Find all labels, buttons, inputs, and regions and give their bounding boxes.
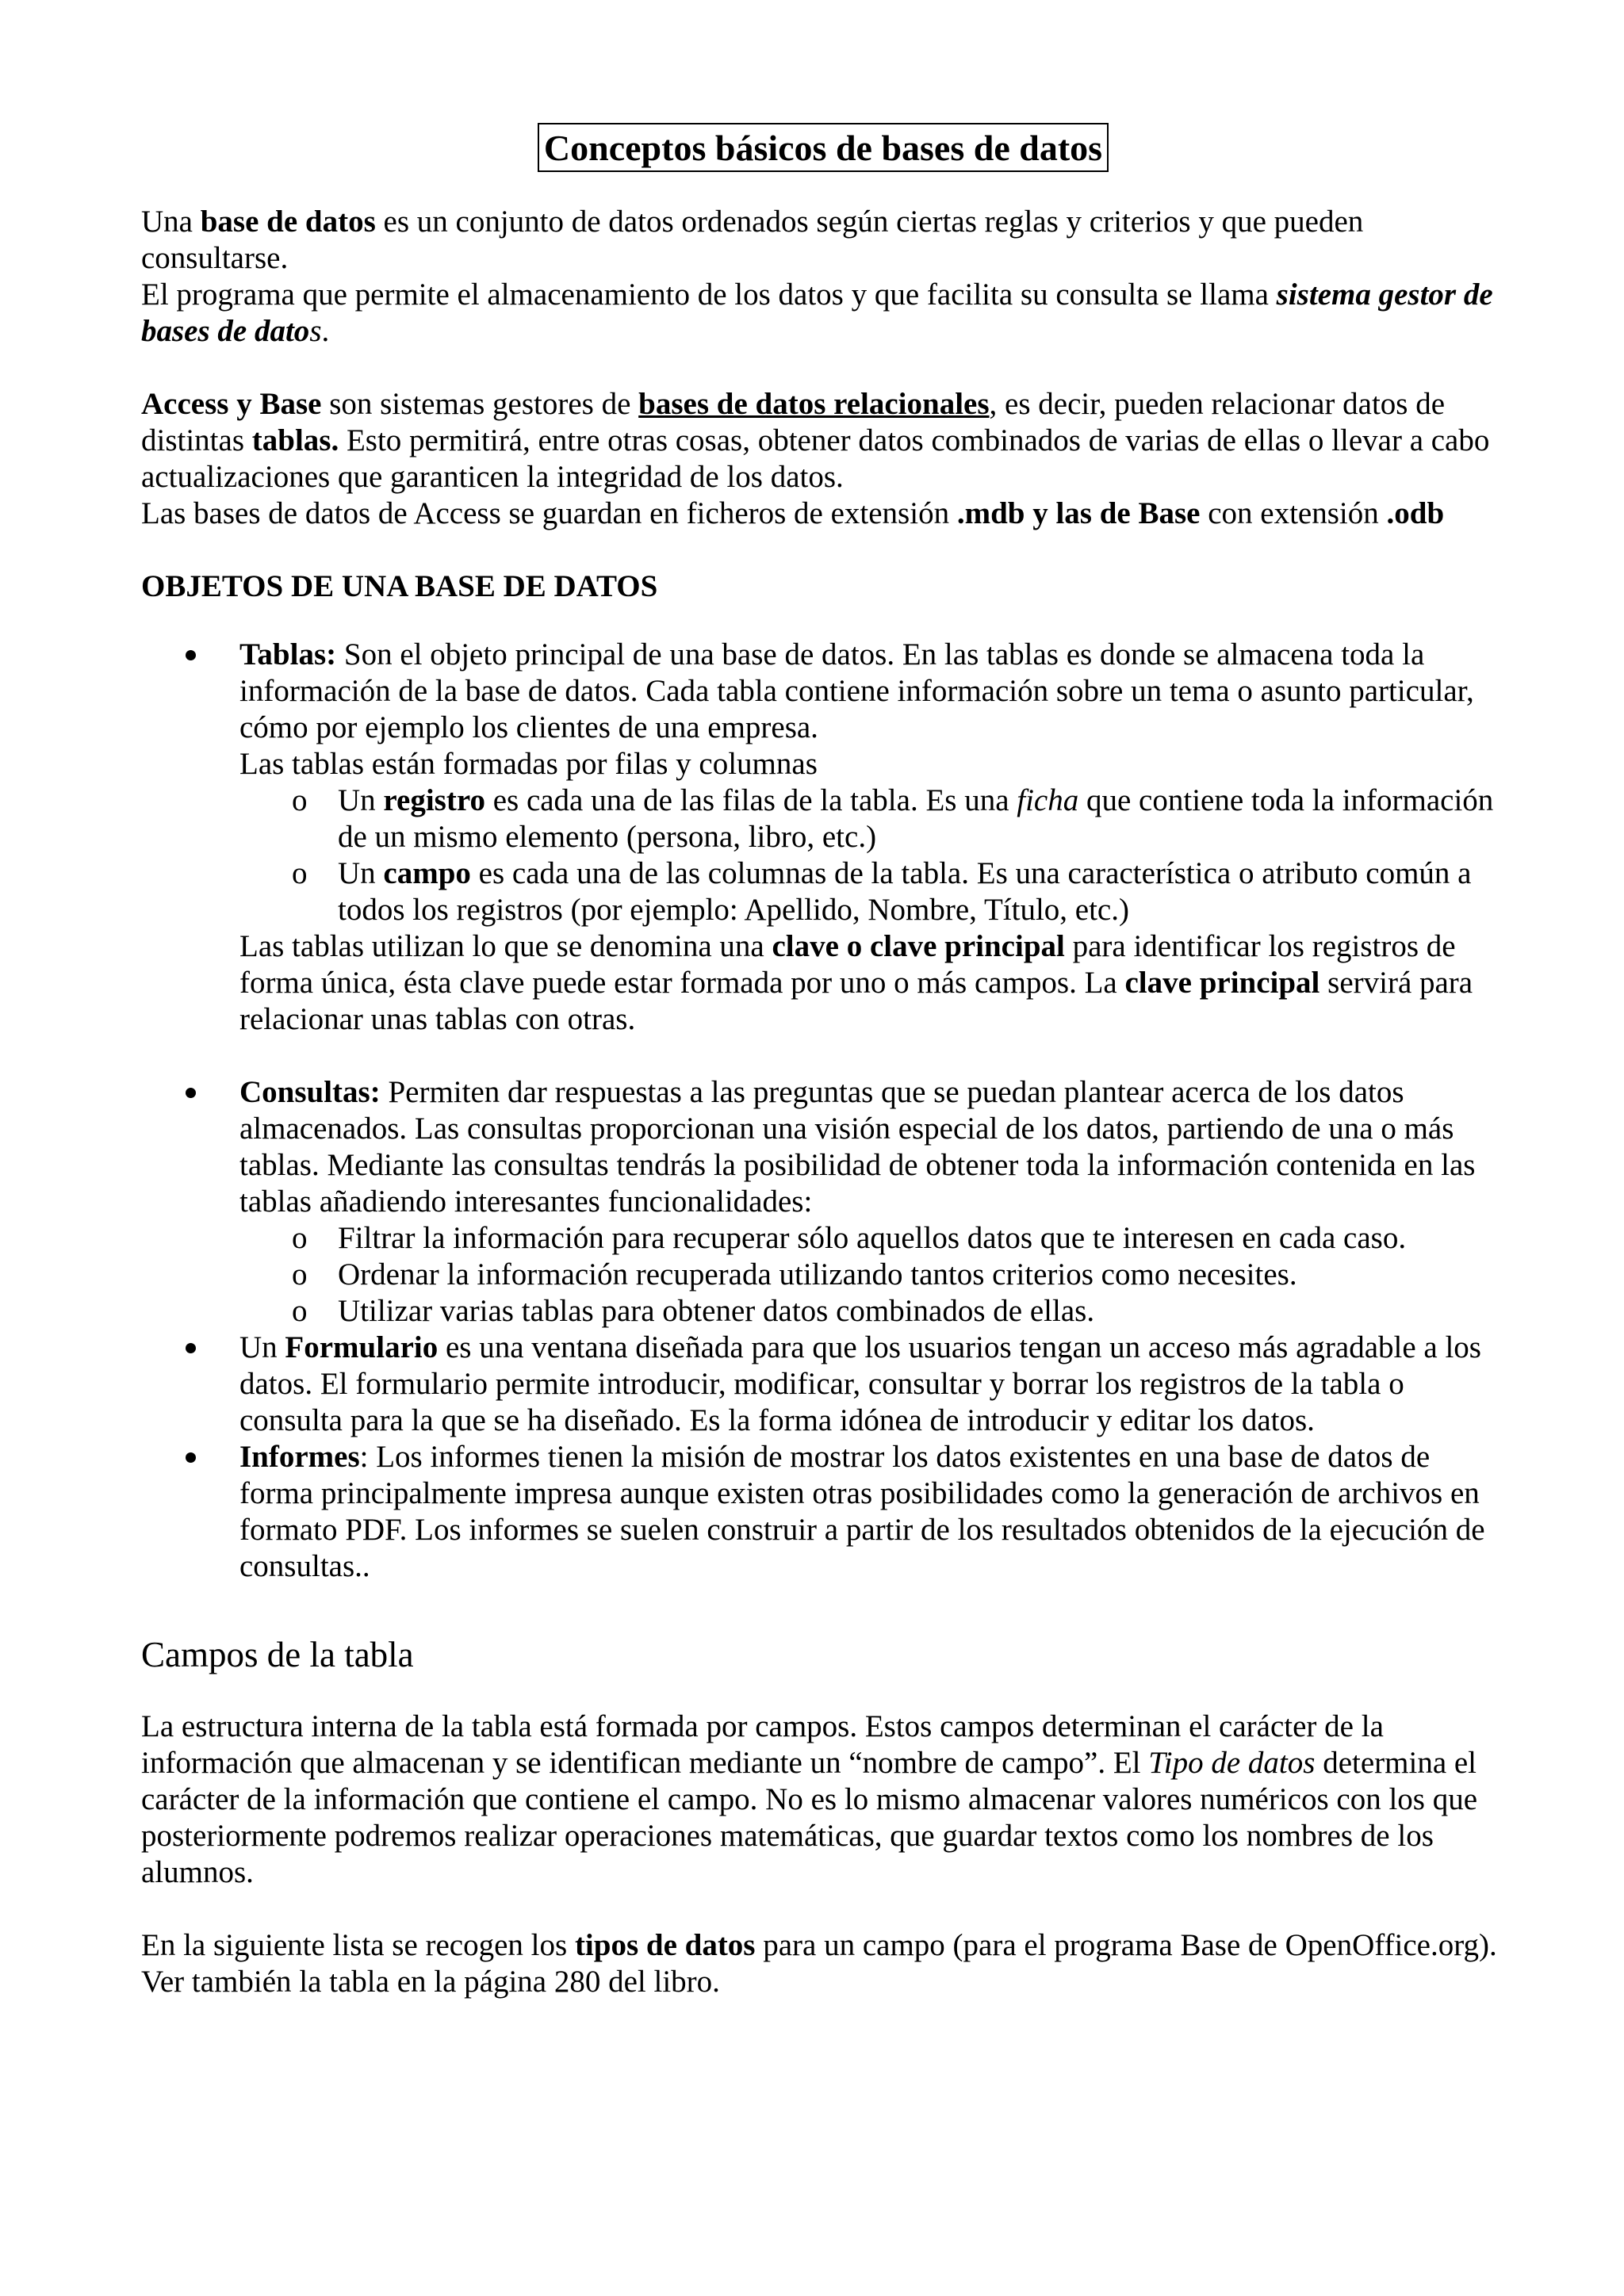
bold-term: Access y Base [141, 387, 322, 421]
list-item-formulario [141, 1330, 1505, 1439]
text-run: servirá para relacionar unas tablas con otras. [239, 966, 1473, 1036]
text-run: Un [338, 783, 384, 817]
objects-heading: OBJETOS DE UNA BASE DE DATOS [141, 569, 658, 603]
circle-bullet-icon: o [292, 1294, 308, 1328]
bold-term: clave principal [1124, 966, 1320, 1000]
text-run: para un campo (para el programa Base de OpenOffice.org). Ver también la tabla en la página 280 del libro. [141, 1928, 1497, 1999]
sublist-text: Ordenar la información recuperada utilizando tantos criterios como necesites. [338, 1257, 1297, 1292]
text-run: que contiene toda la información de un mismo elemento (persona, libro, etc.) [338, 783, 1494, 854]
bold-term: base de datos [200, 205, 376, 239]
document-title: Conceptos básicos de bases de datos [538, 123, 1109, 172]
bold-term: registro [383, 783, 485, 817]
bold-term: clave o clave principal [772, 929, 1065, 963]
campos-paragraph-2 [141, 1927, 1505, 2000]
sublist-text: Filtrar la información para recuperar sólo aquellos datos que te interesen en cada caso. [338, 1221, 1407, 1255]
item-text: : Los informes tienen la misión de mostrar los datos existentes en una base de datos de forma principalmente impresa aunque existen otras posibilidades como la generación de archivos en formato PDF. Los informes se suelen construir a partir de los resultados obtenidos de la ejecución de consultas.. [239, 1440, 1485, 1583]
spacer [141, 532, 1505, 568]
sublist-item [239, 1293, 1505, 1330]
item-label: Formulario [285, 1330, 439, 1364]
item-label: Informes [239, 1440, 360, 1474]
campos-heading: Campos de la tabla [141, 1635, 414, 1674]
text-run: Las tablas utilizan lo que se denomina una [239, 929, 772, 963]
bullet-icon [186, 650, 196, 660]
bold-term: tipos de datos [574, 1928, 756, 1962]
spacer [239, 1038, 1505, 1074]
spacer [141, 1891, 1505, 1927]
sublist-text: Utilizar varias tablas para obtener datos combinados de ellas. [338, 1294, 1095, 1328]
circle-bullet-icon: o [292, 783, 308, 817]
intro-paragraph-1 [141, 204, 1505, 277]
bullet-icon [186, 1343, 196, 1353]
text-run: Un [338, 856, 384, 890]
document-content [141, 123, 1505, 2000]
list-item-consultas [141, 1074, 1505, 1330]
text-run: son sistemas gestores de [321, 387, 639, 421]
list-item-tablas [141, 637, 1505, 1074]
italic-term: Tipo de datos [1148, 1746, 1316, 1780]
objects-list [141, 637, 1505, 1585]
italic-term: ficha [1017, 783, 1079, 817]
item-label: Consultas: [239, 1075, 381, 1109]
text-run: Las bases de datos de Access se guardan en ficheros de extensión [141, 496, 957, 530]
text-run: Esto permitirá, entre otras cosas, obtener datos combinados de varias de ellas o llevar a cabo actualizaciones que garanticen la integridad de los datos. [141, 423, 1490, 494]
bold-underlined-term [638, 387, 989, 421]
bold-term: campo [383, 856, 471, 890]
sublist-item [239, 855, 1505, 928]
sublist-item [239, 1257, 1505, 1293]
text-run: para identificar los registros de forma única, ésta clave puede estar formada por uno o más campos. La [239, 929, 1456, 1000]
circle-bullet-icon: o [292, 1221, 308, 1255]
list-item-informes [141, 1439, 1505, 1585]
circle-bullet-icon: o [292, 1257, 308, 1292]
text-run: . [321, 314, 330, 348]
text-run: En la siguiente lista se recogen los [141, 1928, 575, 1962]
text-run: Una [141, 205, 201, 239]
bullet-icon [186, 1088, 196, 1098]
item-text: Son el objeto principal de una base de datos. En las tablas es donde se almacena toda la información de la base de datos. Cada tabla contiene información sobre un tema o asunto particular, cómo por ejemplo los clientes de una empresa. [239, 637, 1474, 744]
title-container [141, 123, 1505, 172]
italic-run: s [309, 314, 322, 348]
text-run: es un conjunto de datos ordenados según ciertas reglas y criterios y que pueden consultarse. [141, 205, 1364, 275]
circle-bullet-icon: o [292, 856, 308, 890]
bold-term: .odb [1386, 496, 1445, 530]
sublist-item [239, 1220, 1505, 1257]
underlined-run: bases de datos relacionales [638, 387, 990, 421]
text-run: , es decir, pueden relacionar datos de distintas [141, 387, 1446, 457]
intro-paragraph-4 [141, 496, 1505, 532]
text-run: determina el carácter de la información que contiene el campo. No es lo mismo almacenar valores numéricos con los que posteriormente podremos realizar operaciones matemáticas, que guardar textos como los nombres de los alumnos. [141, 1746, 1478, 1889]
text-run: es cada una de las columnas de la tabla. Es una característica o atributo común a todos los registros (por ejemplo: Apellido, Nombre, Título, etc.) [338, 856, 1472, 927]
text-run: con extensión [1200, 496, 1387, 530]
text-run: Un [239, 1330, 285, 1364]
text-run: El programa que permite el almacenamiento de los datos y que facilita su consulta se llama [141, 277, 1277, 312]
consultas-sublist [239, 1220, 1505, 1330]
bold-term: .mdb y las de Base [956, 496, 1201, 530]
sublist-item [239, 783, 1505, 855]
text-run: es cada una de las filas de la tabla. Es una [485, 783, 1017, 817]
intro-paragraph-2 [141, 277, 1505, 350]
item-text: es una ventana diseñada para que los usuarios tengan un acceso más agradable a los datos. El formulario permite introducir, modificar, consultar y borrar los registros de la tabla o consulta para la que se ha diseñado. Es la forma idónea de introducir y editar los datos. [239, 1330, 1481, 1437]
item-text: Las tablas están formadas por filas y columnas [239, 747, 818, 781]
tablas-sublist [239, 783, 1505, 928]
spacer [141, 350, 1505, 386]
bullet-icon [186, 1452, 196, 1463]
campos-paragraph-1 [141, 1709, 1505, 1891]
italic-run: sistema gestor de bases de dato [141, 277, 1493, 348]
intro-paragraph-3 [141, 386, 1505, 496]
item-text: Permiten dar respuestas a las preguntas que se puedan plantear acerca de los datos almacenados. Las consultas proporcionan una visión especial de los datos, partiendo de una o más tablas. Mediante las consultas tendrás la posibilidad de obtener toda la información contenida en las tablas añadiendo interesantes funcionalidades: [239, 1075, 1476, 1219]
bold-term: tablas. [251, 423, 339, 457]
item-label: Tablas: [239, 637, 337, 672]
text-run: La estructura interna de la tabla está formada por campos. Estos campos determinan el carácter de la información que almacenan y se identifican mediante un “nombre de campo”. El [141, 1709, 1384, 1780]
